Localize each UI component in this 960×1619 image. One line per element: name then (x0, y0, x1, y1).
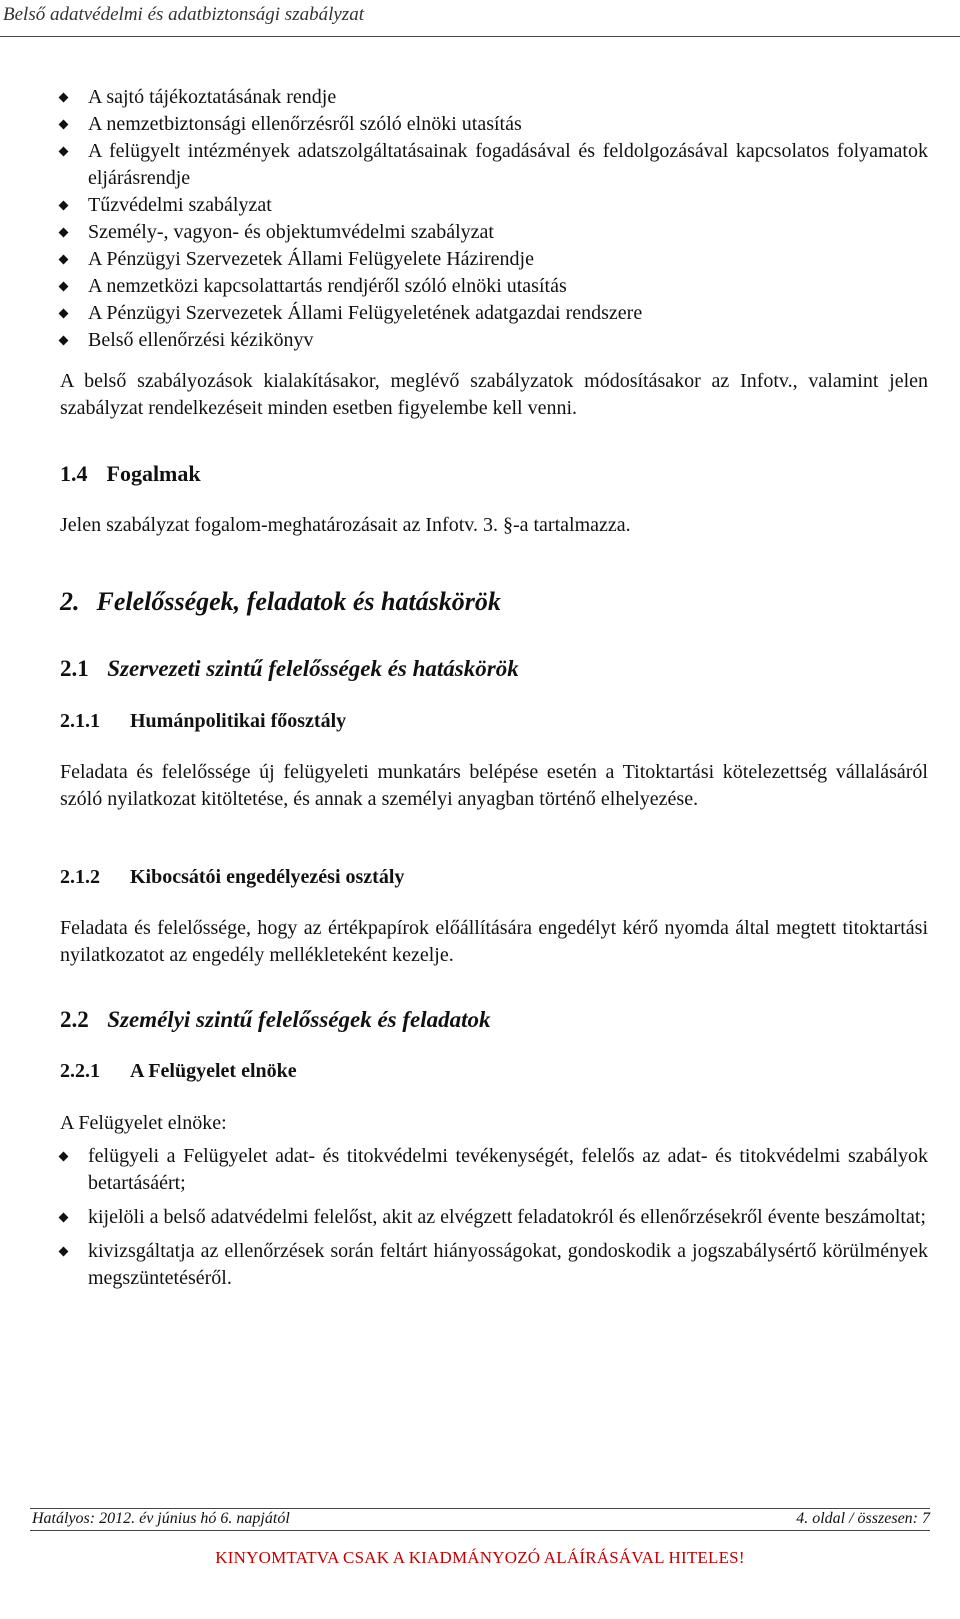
section-2-2-1-heading: 2.2.1 A Felügyelet elnöke (60, 1060, 297, 1082)
list-item: kivizsgáltatja az ellenőrzések során feltárt hiányosságokat, gondoskodik a jogszabálysértő körülmények megszüntetéséről. (60, 1238, 928, 1292)
list-item: felügyeli a Felügyelet adat- és titokvédelmi tevékenységét, felelős az adat- és titokvédelmi szabályok betartásáért; (60, 1143, 928, 1197)
authenticity-warning: KINYOMTATVA CSAK A KIADMÁNYOZÓ ALÁÍRÁSÁVAL HITELES! (215, 1548, 745, 1567)
header-title: Belső adatvédelmi és adatbiztonsági szabályzat (3, 4, 364, 25)
list-item: Tűzvédelmi szabályzat (60, 192, 928, 219)
list-item: A Pénzügyi Szervezetek Állami Felügyelete Házirendje (60, 246, 928, 273)
page-number: 4. oldal / összesen: 7 (796, 1510, 930, 1527)
section-2-2-1-intro: A Felügyelet elnöke: (60, 1112, 227, 1134)
list-item: kijelöli a belső adatvédelmi felelőst, akit az elvégzett feladatokról és ellenőrzésekről évente beszámoltat; (60, 1204, 928, 1231)
diamond-bullet-icon (59, 120, 69, 130)
diamond-bullet-icon (59, 1213, 69, 1223)
section-2-heading: 2. Felelősségek, feladatok és hatáskörök (60, 587, 501, 616)
diamond-bullet-icon (59, 1247, 69, 1257)
diamond-bullet-icon (59, 93, 69, 103)
president-duties-list (60, 1143, 928, 1299)
section-1-4-heading: 1.4 Fogalmak (60, 461, 201, 486)
list-item: A nemzetközi kapcsolattartás rendjéről szóló elnöki utasítás (60, 273, 928, 300)
footer-divider-lower (30, 1530, 930, 1531)
section-2-1-1-heading: 2.1.1 Humánpolitikai főosztály (60, 710, 347, 732)
diamond-bullet-icon (59, 228, 69, 238)
section-1-4-text: Jelen szabályzat fogalom-meghatározásait az Infotv. 3. §-a tartalmazza. (60, 514, 631, 536)
list-item: Személy-, vagyon- és objektumvédelmi szabályzat (60, 219, 928, 246)
regulation-list (60, 84, 928, 354)
diamond-bullet-icon (59, 201, 69, 211)
section-2-1-2-text: Feladata és felelőssége, hogy az értékpapírok előállítására engedélyt kérő nyomda által megtett titoktartási nyilatkozatot az engedély mellékleteként kezelje. (60, 917, 928, 966)
diamond-bullet-icon (59, 336, 69, 346)
list-item: A nemzetbiztonsági ellenőrzésről szóló elnöki utasítás (60, 111, 928, 138)
list-item: A sajtó tájékoztatásának rendje (60, 84, 928, 111)
page-header (0, 0, 960, 37)
section-2-1-1-text: Feladata és felelőssége új felügyeleti munkatárs belépése esetén a Titoktartási kötelezettség vállalásáról szóló nyilatkozat kitöltetése, és annak a személyi anyagban történő elhelyezése. (60, 761, 928, 810)
list-item: A felügyelt intézmények adatszolgáltatásainak fogadásával és feldolgozásával kapcsolatos folyamatok eljárásrendje (60, 138, 928, 192)
diamond-bullet-icon (59, 1152, 69, 1162)
footer-divider (30, 1508, 930, 1509)
effective-date: Hatályos: 2012. év június hó 6. napjától (32, 1510, 290, 1527)
section-2-1-heading: 2.1 Szervezeti szintű felelősségek és hatáskörök (60, 656, 519, 681)
diamond-bullet-icon (59, 309, 69, 319)
diamond-bullet-icon (59, 147, 69, 157)
page-footer (0, 1508, 960, 1619)
section-2-1-2-heading: 2.1.2 Kibocsátói engedélyezési osztály (60, 866, 405, 888)
diamond-bullet-icon (59, 255, 69, 265)
list-item: A Pénzügyi Szervezetek Állami Felügyeletének adatgazdai rendszere (60, 300, 928, 327)
list-item: Belső ellenőrzési kézikönyv (60, 327, 928, 354)
intro-paragraph: A belső szabályozások kialakításakor, meglévő szabályzatok módosításakor az Infotv., valamint jelen szabályzat rendelkezéseit minden esetben figyelembe kell venni. (60, 370, 928, 419)
diamond-bullet-icon (59, 282, 69, 292)
section-2-2-heading: 2.2 Személyi szintű felelősségek és feladatok (60, 1007, 491, 1032)
